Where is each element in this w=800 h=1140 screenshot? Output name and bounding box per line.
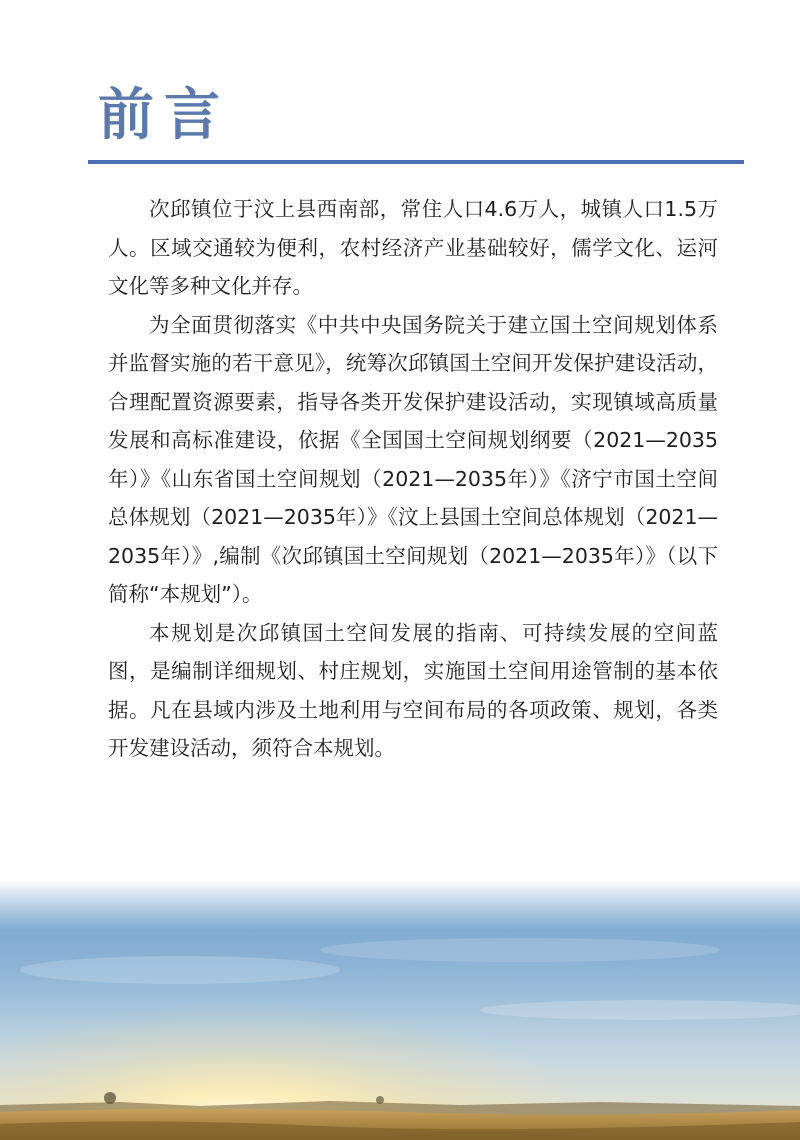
paragraph-intro: 次邱镇位于汶上县西南部，常住人口4.6万人，城镇人口1.5万人。区域交通较为便利，农村经济产业基础较好，儒学文化、运河文化等多种文化并存。: [108, 197, 718, 298]
body-text: [108, 190, 718, 768]
sunrise-field-image: [0, 880, 800, 1140]
paragraph-basis: 为全面贯彻落实《中共中央国务院关于建立国土空间规划体系并监督实施的若干意见》，统筹次邱镇国土空间开发保护建设活动，合理配置资源要素，指导各类开发保护建设活动，实现镇域高质量发展和高标准建设，依据《全国国土空间规划纲要（2021—2035年）》《山东省国土空间规划（2021—2035年）》《济宁市国土空间总体规划（2021—2035年）》《汶上县国土空间总体规划（2021—2035年）》,编制《次邱镇国土空间规划（2021—2035年）》（以下简称“本规划”）。: [108, 312, 718, 606]
page-title: 前言: [98, 83, 230, 148]
paragraph-role: 本规划是次邱镇国土空间发展的指南、可持续发展的空间蓝图，是编制详细规划、村庄规划，实施国土空间用途管制的基本依据。凡在县域内涉及土地利用与空间布局的各项政策、规划，各类开发建设活动，须符合本规划。: [108, 620, 718, 760]
title-divider: [88, 160, 744, 164]
